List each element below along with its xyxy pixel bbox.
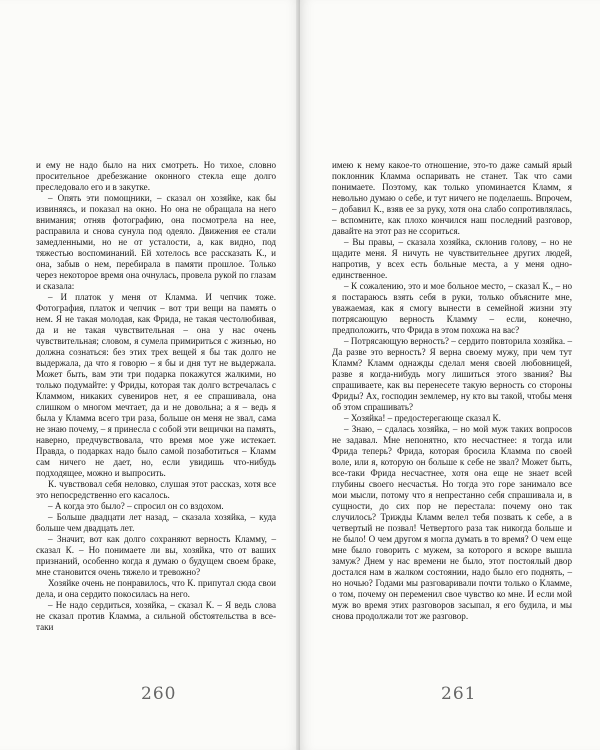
page-number: 261 bbox=[441, 684, 477, 704]
page-number: 260 bbox=[141, 684, 177, 704]
paragraph: – Опять эти помощники, – сказал он хозяйке, как бы извиняясь, и показал на окно. Но она не обращала на него внимания; отняв фотографию, она посмотрела на нее, расправила и снова сунула под одеяло. Движения ее стали замедленными, но не от усталости, а, как видно, под тяжестью воспоминаний. Ей хотелось все рассказать К., и она, забыв о нем, перебирала в памяти прошлое. Только через некоторое время она очнулась, провела рукой по глазам и сказала: bbox=[36, 193, 276, 291]
paragraph: К. чувствовал себя неловко, слушая этот рассказ, хотя все это непосредственно его касалось. bbox=[36, 479, 276, 500]
paragraph: – Больше двадцати лет назад, – сказала хозяйка, – куда больше чем двадцать лет. bbox=[36, 512, 276, 533]
paragraph: Хозяйке очень не понравилось, что К. припутал сюда свои дела, и она сердито покосилась на него. bbox=[36, 578, 276, 599]
paragraph: имею к нему какое-то отношение, это-то даже самый ярый поклонник Кламма оспаривать не станет. Так что сами понимаете. Поэтому, как только упоминается Кламм, я невольно думаю о себе, и тут ничего не поделаешь. Впрочем, – добавил К., взяв ее за руку, хотя она слабо сопротивлялась, – вспомните, как плохо кончился наш последний разговор, давайте на этот раз не ссориться. bbox=[332, 160, 572, 236]
paragraph: – Знаю, – сдалась хозяйка, – но мой муж таких вопросов не задавал. Мне непонятно, кто несчастнее: я тогда или Фрида теперь? Фрида, которая бросила Кламма по своей воле, или я, которую он больше к себе не звал? Может быть, все-таки Фрида несчастнее, хотя она еще не знает всей глубины своего несчастья. Но тогда это горе занимало все мои мысли, потому что я непрестанно себя спрашивала и, в сущности, до сих пор не перестала: почему оно так случилось? Трижды Кламм велел тебя позвать к себе, а в четвертый не позвал! Четвертого раза так никогда больше и не было! О чем другом я могла думать в то время? О чем еще мне было говорить с мужем, за которого я вскоре вышла замуж? Днем у нас времени не было, этот постоялый двор достался нам в жалком состоянии, надо было его поднять, – но ночью? Годами мы разговаривали почти только о Кламме, о том, почему он переменил свое чувство ко мне. И если мой муж во время этих разговоров засыпал, я его будила, и мы снова продолжали тот же разговор. bbox=[332, 424, 572, 621]
paragraph: – И платок у меня от Кламма. И чепчик тоже. Фотография, платок и чепчик – вот три вещи на память о нем. Я не такая молодая, как Фрида, не такая честолюбивая, да и не такая чувствительная – она у нас очень чувствительная; словом, я сумела примириться с жизнью, но должна сознаться: без этих трех вещей я бы так долго не выдержала, да что я говорю – я бы и дня тут не выдержала. Может быть, вам эти три подарка покажутся жалкими, но только подумайте: у Фриды, которая так долго встречалась с Кламмом, никаких сувениров нет, я ее спрашивала, она слишком о многом мечтает, да и не довольна; а я – ведь я была у Кламма всего три раза, больше он меня не звал, сама не знаю почему, – я принесла с собой эти вещички на память, наверно, предчувствовала, что время мое уже истекает. Правда, о подарках надо было самой позаботиться – Кламм сам ничего не дает, но, если увидишь что-нибудь подходящее, можно и выпросить. bbox=[36, 292, 276, 478]
paragraph: – Вы правы, – сказала хозяйка, склонив голову, – но не щадите меня. Я ничуть не чувствительнее других людей, напротив, у всех есть больные места, а у меня одно-единственное. bbox=[332, 237, 572, 280]
paragraph: – Хозяйка! – предостерегающе сказал К. bbox=[344, 413, 501, 423]
paragraph: – А когда это было? – спросил он со вздохом. bbox=[48, 501, 224, 511]
paragraph: – Значит, вот как долго сохраняют верность Кламму, – сказал К. – Но понимаете ли вы, хозяйка, что от ваших признаний, особенно когда я думаю о будущем своем браке, мне становится очень тяжело и тревожно? bbox=[36, 534, 276, 577]
paragraph: – Потрясающую верность? – сердито повторила хозяйка. – Да разве это верность? Я верна своему мужу, при чем тут Кламм? Кламм однажды сделал меня своей любовницей, разве я когда-нибудь могу лишиться этого звания? Вы спрашиваете, как вы перенесете такую верность со стороны Фриды? Ах, господин землемер, ну кто вы такой, чтобы меня об этом спрашивать? bbox=[332, 336, 572, 412]
right-page bbox=[300, 0, 600, 750]
paragraph: – Не надо сердиться, хозяйка, – сказал К. – Я ведь слова не сказал против Кламма, а сильной обстоятельства в все-таки bbox=[36, 600, 276, 632]
left-page-text bbox=[36, 160, 276, 633]
paragraph: – К сожалению, это и мое больное место, – сказал К., – но я постараюсь взять себя в руки, только объясните мне, уважаемая, как я смогу вынести в семейной жизни эту потрясающую верность Кламму – если, конечно, предположить, что Фрида в этом похожа на вас? bbox=[332, 281, 572, 335]
paragraph: и ему не надо было на них смотреть. Но тихое, словно просительное дребезжание оконного стекла еще долго преследовало его и в закутке. bbox=[36, 160, 276, 192]
right-page-text bbox=[332, 160, 572, 622]
